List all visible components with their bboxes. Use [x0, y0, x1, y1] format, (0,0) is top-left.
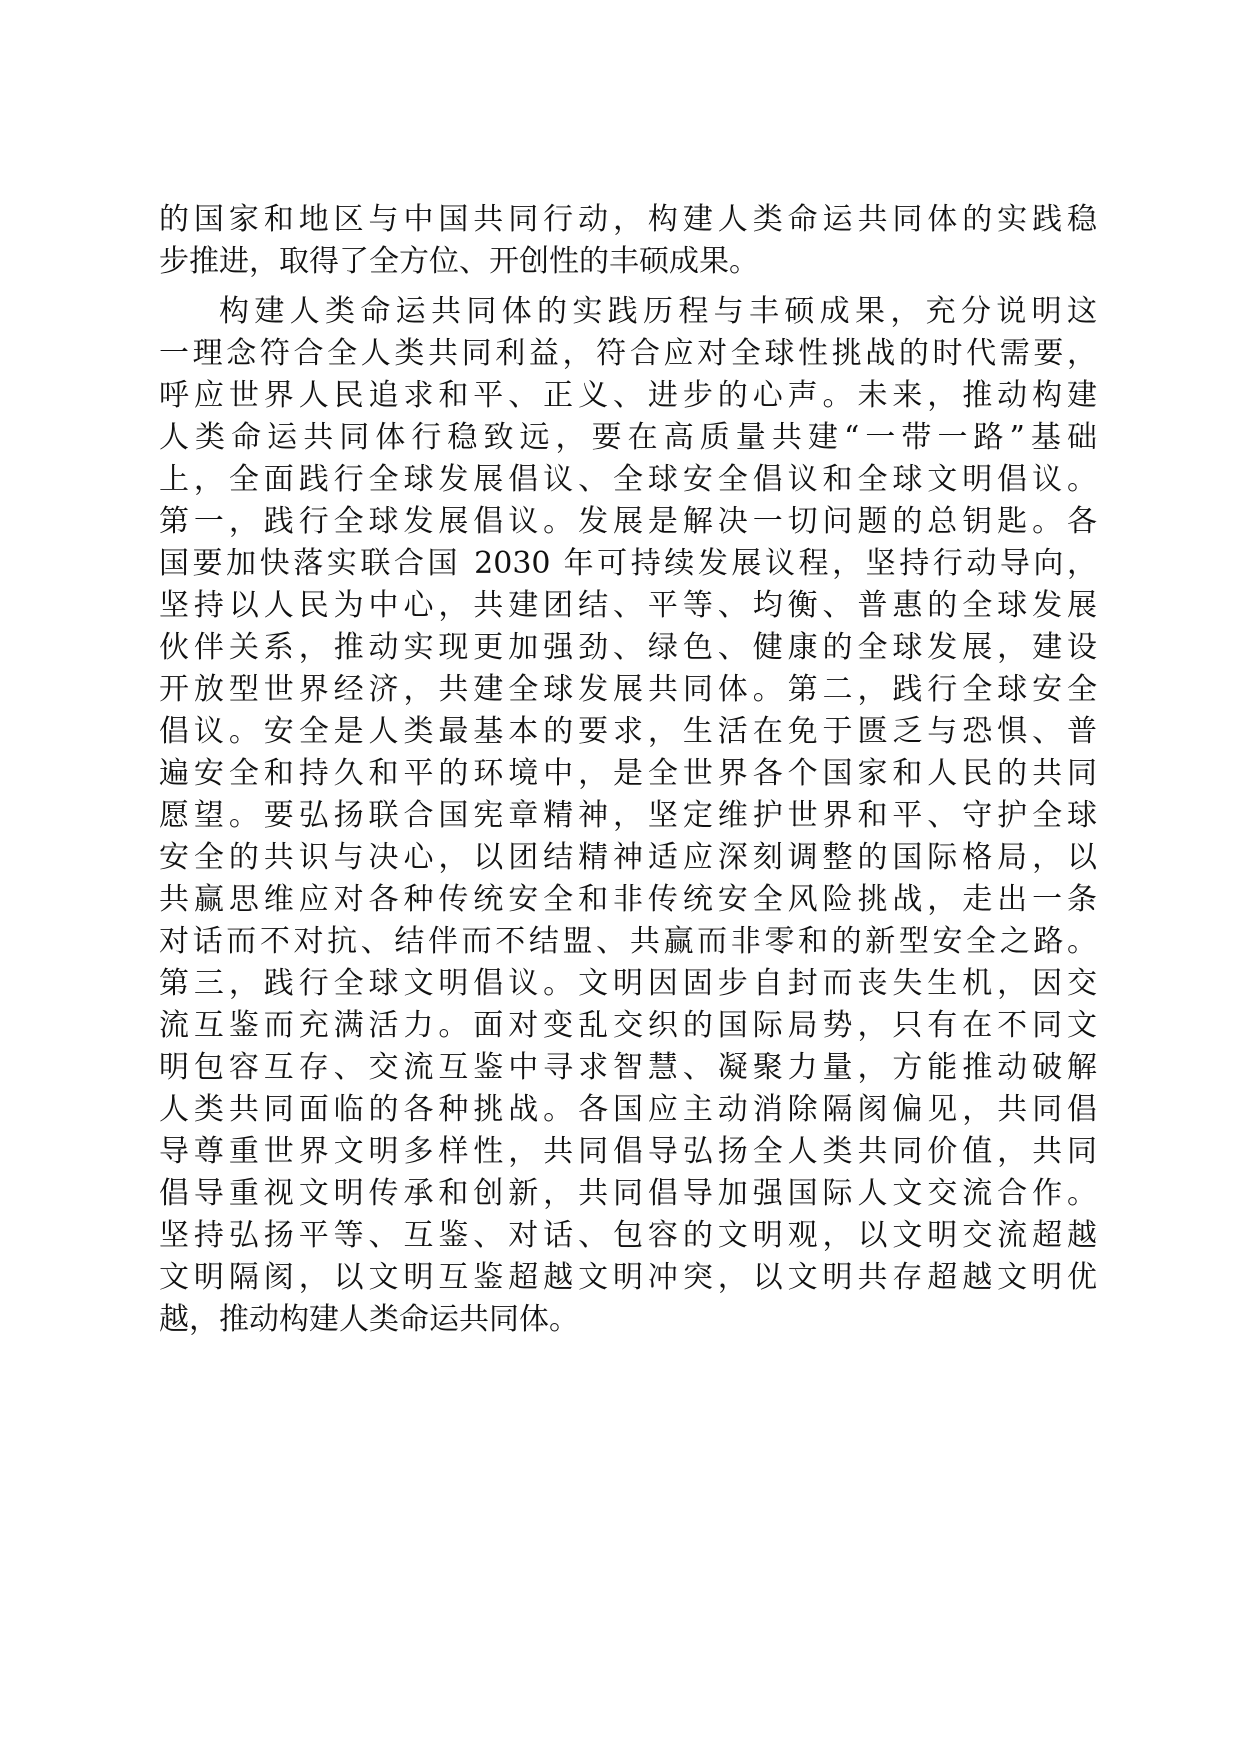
- paragraph-2-line-1: 构建人类命运共同体的实践历程与丰硕成果，充分说明这: [219, 294, 1097, 329]
- paragraph-2-line-20: 人类共同面临的各种挑战。各国应主动消除隔阂偏见，共同倡: [159, 1092, 1097, 1127]
- paragraph-2-line-11: 倡议。安全是人类最基本的要求，生活在免于匮乏与恐惧、普: [159, 714, 1097, 749]
- paragraph-2-line-8: 坚持以人民为中心，共建团结、平等、均衡、普惠的全球发展: [159, 588, 1097, 623]
- paragraph-2-line-9: 伙伴关系，推动实现更加强劲、绿色、健康的全球发展，建设: [159, 630, 1097, 665]
- paragraph-2-line-19: 明包容互存、交流互鉴中寻求智慧、凝聚力量，方能推动破解: [159, 1050, 1097, 1085]
- paragraph-2-line-6: 第一，践行全球发展倡议。发展是解决一切问题的总钥匙。各: [159, 504, 1097, 539]
- paragraph-2-line-21: 导尊重世界文明多样性，共同倡导弘扬全人类共同价值，共同: [159, 1134, 1097, 1169]
- paragraph-2-line-3: 呼应世界人民追求和平、正义、进步的心声。未来，推动构建: [159, 378, 1097, 413]
- paragraph-2-line-15: 共赢思维应对各种传统安全和非传统安全风险挑战，走出一条: [159, 882, 1097, 917]
- paragraph-1-line-2: 步推进，取得了全方位、开创性的丰硕成果。: [159, 244, 759, 279]
- paragraph-2-line-18: 流互鉴而充满活力。面对变乱交织的国际局势，只有在不同文: [159, 1008, 1097, 1043]
- paragraph-2-line-4: 人类命运共同体行稳致远，要在高质量共建“一带一路”基础: [159, 420, 1097, 455]
- paragraph-spacer: [159, 283, 1097, 291]
- paragraph-2-line-22: 倡导重视文明传承和创新，共同倡导加强国际人文交流合作。: [159, 1176, 1097, 1211]
- paragraph-2-line-16: 对话而不对抗、结伴而不结盟、共赢而非零和的新型安全之路。: [159, 924, 1097, 959]
- paragraph-1-line-1: 的国家和地区与中国共同行动，构建人类命运共同体的实践稳: [159, 202, 1097, 237]
- paragraph-2-line-17: 第三，践行全球文明倡议。文明因固步自封而丧失生机，因交: [159, 966, 1097, 1001]
- paragraph-2-line-12: 遍安全和持久和平的环境中，是全世界各个国家和人民的共同: [159, 756, 1097, 791]
- paragraph-2-line-23: 坚持弘扬平等、互鉴、对话、包容的文明观，以文明交流超越: [159, 1218, 1097, 1253]
- document-body: [159, 199, 1097, 1341]
- paragraph-2-line-14: 安全的共识与决心，以团结精神适应深刻调整的国际格局，以: [159, 840, 1097, 875]
- paragraph-2-line-24: 文明隔阂，以文明互鉴超越文明冲突，以文明共存超越文明优: [159, 1260, 1097, 1295]
- paragraph-2-line-5: 上，全面践行全球发展倡议、全球安全倡议和全球文明倡议。: [159, 462, 1097, 497]
- paragraph-2-line-10: 开放型世界经济，共建全球发展共同体。第二，践行全球安全: [159, 672, 1097, 707]
- paragraph-2-line-25: 越，推动构建人类命运共同体。: [159, 1302, 579, 1337]
- paragraph-2-line-2: 一理念符合全人类共同利益，符合应对全球性挑战的时代需要，: [159, 336, 1097, 371]
- paragraph-2-line-7: 国要加快落实联合国 2030 年可持续发展议程，坚持行动导向，: [159, 546, 1097, 581]
- paragraph-2-line-13: 愿望。要弘扬联合国宪章精神，坚定维护世界和平、守护全球: [159, 798, 1097, 833]
